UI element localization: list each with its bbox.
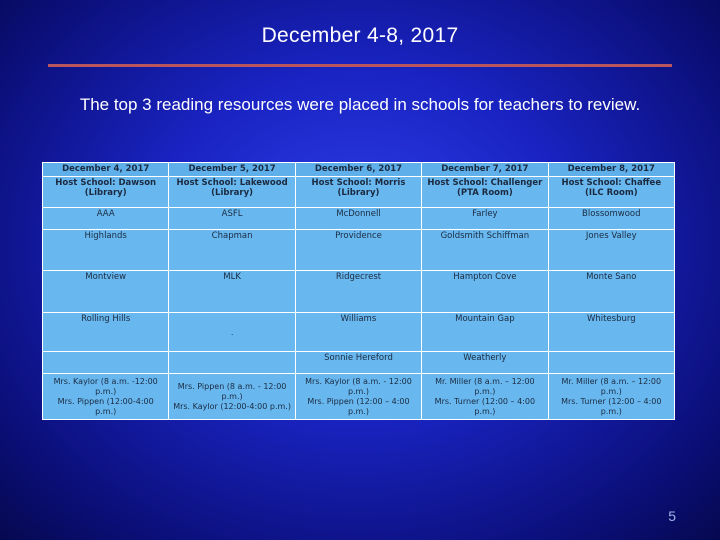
school-cell: Whitesburg	[548, 312, 674, 351]
host-school-room: (Library)	[84, 187, 127, 198]
slide-title: December 4-8, 2017	[261, 24, 459, 47]
host-school-name: Host School: Morris	[311, 177, 406, 188]
title-divider	[48, 64, 672, 67]
host-school-room: (ILC Room)	[584, 187, 638, 198]
staff-cell	[295, 374, 421, 420]
staff-morning: Mrs. Pippen (8 a.m. - 12:00 p.m.)	[177, 381, 287, 401]
school-row	[43, 351, 675, 373]
host-school-cell	[548, 176, 674, 207]
school-cell: Montview	[43, 271, 169, 312]
host-school-cell	[43, 176, 169, 207]
staff-cell	[422, 374, 548, 420]
host-school-cell	[295, 176, 421, 207]
school-cell: Jones Valley	[548, 229, 674, 270]
school-cell: Blossomwood	[548, 207, 674, 229]
column-header: December 5, 2017	[169, 163, 295, 177]
school-cell: Providence	[295, 229, 421, 270]
page-number: 5	[668, 508, 676, 524]
school-cell: ASFL	[169, 207, 295, 229]
school-cell: AAA	[43, 207, 169, 229]
host-school-room: (Library)	[337, 187, 380, 198]
staff-afternoon: Mrs. Pippen (12:00-4:00 p.m.)	[57, 396, 154, 416]
header-row	[43, 163, 675, 177]
school-row	[43, 229, 675, 270]
host-school-row	[43, 176, 675, 207]
host-school-name: Host School: Challenger	[427, 177, 543, 188]
school-cell	[169, 351, 295, 373]
staff-morning: Mr. Miller (8 a.m. – 12:00 p.m.)	[561, 376, 662, 396]
stray-mark: .	[230, 327, 234, 337]
host-school-cell	[169, 176, 295, 207]
host-school-name: Host School: Dawson	[55, 177, 157, 188]
staff-cell	[43, 374, 169, 420]
staff-morning: Mrs. Kaylor (8 a.m. - 12:00 p.m.)	[305, 376, 412, 396]
school-cell: Sonnie Hereford	[295, 351, 421, 373]
staff-afternoon: Mrs. Kaylor (12:00-4:00 p.m.)	[173, 401, 291, 411]
school-cell: Mountain Gap	[422, 312, 548, 351]
host-school-room: (Library)	[211, 187, 254, 198]
staff-morning: Mrs. Kaylor (8 a.m. -12:00 p.m.)	[53, 376, 158, 396]
school-row	[43, 312, 675, 351]
school-cell: Rolling Hills	[43, 312, 169, 351]
column-header: December 4, 2017	[43, 163, 169, 177]
school-cell: Hampton Cove	[422, 271, 548, 312]
staff-morning: Mr. Miller (8 a.m. – 12:00 p.m.)	[435, 376, 535, 396]
school-cell: Williams	[295, 312, 421, 351]
school-cell: Chapman	[169, 229, 295, 270]
school-cell: Farley	[422, 207, 548, 229]
staff-afternoon: Mrs. Turner (12:00 – 4:00 p.m.)	[434, 396, 536, 416]
school-cell	[169, 312, 295, 351]
staff-afternoon: Mrs. Pippen (12:00 – 4:00 p.m.)	[307, 396, 410, 416]
school-cell: McDonnell	[295, 207, 421, 229]
column-header: December 7, 2017	[422, 163, 548, 177]
host-school-cell	[422, 176, 548, 207]
host-school-room: (PTA Room)	[456, 187, 513, 198]
staff-row	[43, 374, 675, 420]
school-cell: Highlands	[43, 229, 169, 270]
column-header: December 8, 2017	[548, 163, 674, 177]
school-cell: Ridgecrest	[295, 271, 421, 312]
school-cell	[43, 351, 169, 373]
schedule-table	[42, 162, 675, 420]
school-cell: Monte Sano	[548, 271, 674, 312]
school-cell: MLK	[169, 271, 295, 312]
school-cell: Weatherly	[422, 351, 548, 373]
staff-afternoon: Mrs. Turner (12:00 – 4:00 p.m.)	[561, 396, 662, 416]
staff-cell	[548, 374, 674, 420]
school-cell	[548, 351, 674, 373]
slide-subtitle: The top 3 reading resources were placed in schools for teachers to review.	[79, 95, 641, 114]
column-header: December 6, 2017	[295, 163, 421, 177]
school-cell: Goldsmith Schiffman	[422, 229, 548, 270]
host-school-name: Host School: Lakewood	[176, 177, 288, 188]
host-school-name: Host School: Chaffee	[561, 177, 662, 188]
school-row	[43, 207, 675, 229]
school-row	[43, 271, 675, 312]
staff-cell	[169, 374, 295, 420]
